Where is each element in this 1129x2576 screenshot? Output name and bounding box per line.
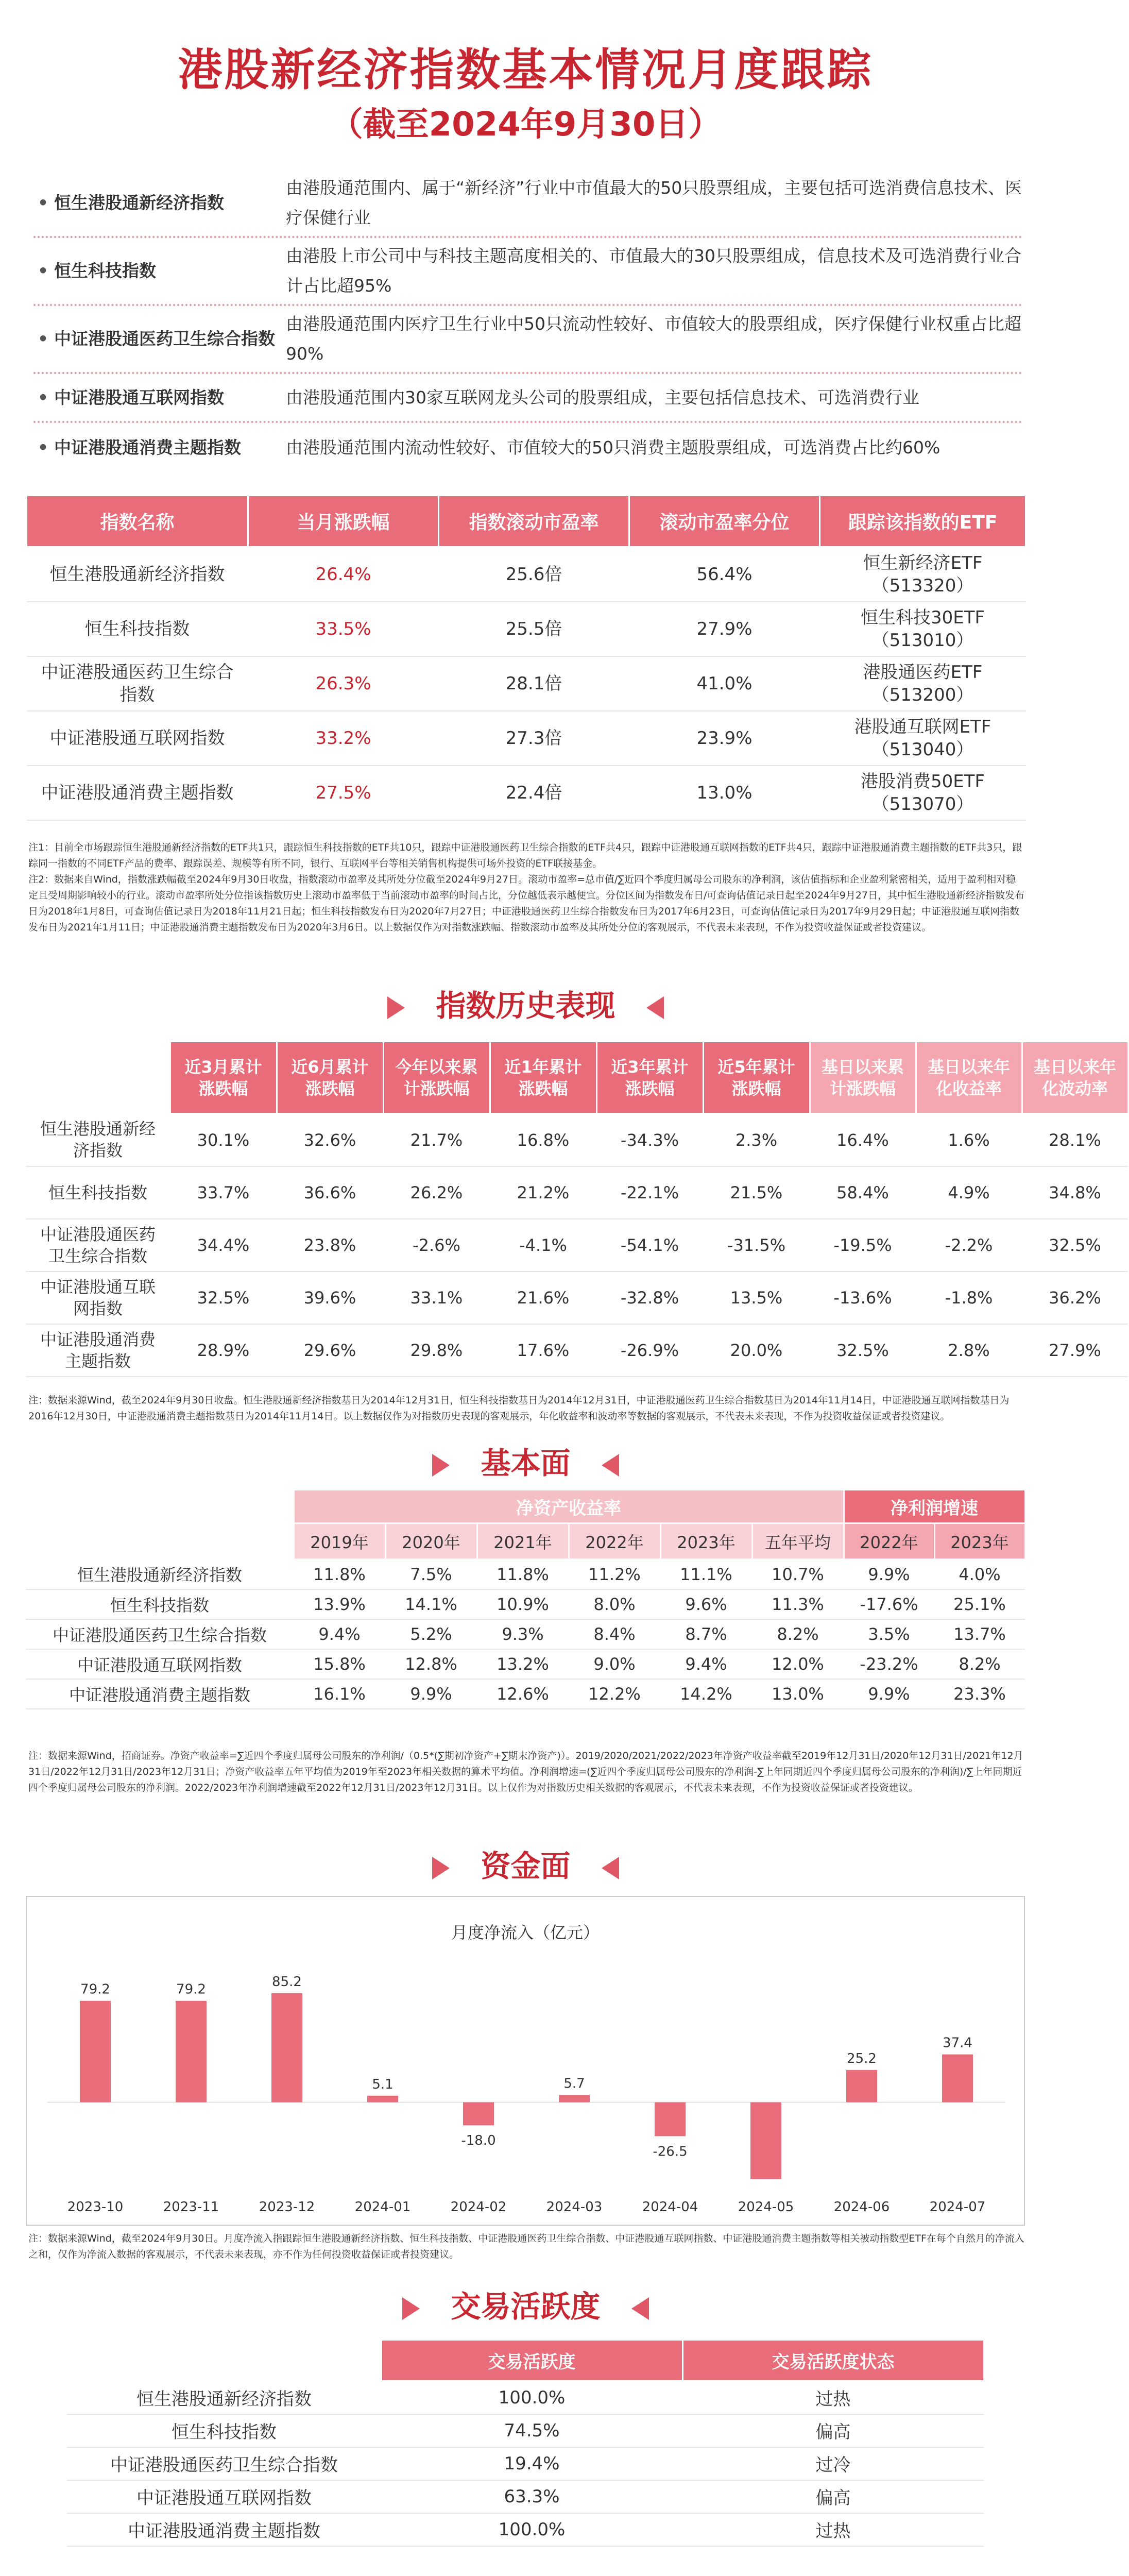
desc-text: 由港股上市公司中与科技主题高度相关的、市值最大的30只股票组成，信息技术及可选消费行业合计占比超95%: [286, 246, 1021, 296]
table-cell: 中证港股通互联网指数: [26, 1272, 170, 1324]
table-cell: 恒生港股通新经济指数: [26, 1114, 170, 1166]
table-cell: 偏高: [682, 2414, 984, 2447]
column-header: 2023年: [660, 1523, 752, 1560]
table-cell: 36.2%: [1022, 1272, 1128, 1324]
table-row: [26, 1114, 1128, 1166]
table-cell: 8.2%: [934, 1649, 1025, 1679]
column-header: 当月涨跌幅: [248, 496, 439, 547]
x-tick-label: 2024-06: [833, 2199, 890, 2215]
table-cell: 26.4%: [248, 547, 439, 602]
table-cell: 28.9%: [170, 1324, 277, 1377]
desc-row: [33, 306, 1022, 374]
table-row: [26, 1166, 1128, 1219]
table-cell: 27.9%: [1022, 1324, 1128, 1377]
column-header: 基日以来年化波动率: [1022, 1042, 1128, 1114]
table-row: [26, 1272, 1128, 1324]
x-tick-label: 2024-01: [354, 2199, 411, 2215]
triangle-right-icon: [432, 1454, 450, 1477]
column-header: 基日以来年化收益率: [916, 1042, 1022, 1114]
table-cell: 中证港股通互联网指数: [27, 711, 248, 766]
table-cell: 63.3%: [381, 2480, 682, 2513]
table-cell: 中证港股通消费主题指数: [26, 1679, 294, 1709]
table-cell: 12.0%: [752, 1649, 844, 1679]
table-cell: 过热: [682, 2513, 984, 2546]
table-cell: 23.3%: [934, 1679, 1025, 1709]
table-cell: -19.5%: [810, 1219, 916, 1272]
table-cell: 中证港股通互联网指数: [26, 1649, 294, 1679]
page-title: 港股新经济指数基本情况月度跟踪: [178, 44, 874, 96]
table-cell: 12.2%: [569, 1679, 660, 1709]
section-label: 基本面: [481, 1446, 571, 1481]
column-header: 2020年: [385, 1523, 477, 1560]
table-cell: -2.6%: [383, 1219, 490, 1272]
desc-name: • 恒生科技指数: [33, 259, 276, 283]
triangle-left-icon: [631, 2297, 649, 2320]
desc-text: 由港股通范围内医疗卫生行业中50只流动性较好、市值较大的股票组成，医疗保健行业权重占比超90%: [286, 314, 1021, 364]
table-cell: 11.1%: [660, 1560, 752, 1589]
table-cell: 中证港股通消费主题指数: [67, 2513, 381, 2546]
valuation-table: [26, 495, 1027, 821]
table-cell: 14.2%: [660, 1679, 752, 1709]
x-tick-label: 2023-10: [67, 2199, 124, 2215]
table-cell: 25.5倍: [439, 602, 629, 656]
chart-title: 月度净流入（亿元）: [451, 1923, 600, 1942]
table-row: [27, 656, 1026, 711]
data-label: 79.2: [176, 1981, 206, 1997]
table-cell: 中证港股通消费主题指数: [27, 766, 248, 820]
x-tick-label: 2023-12: [259, 2199, 315, 2215]
table-cell: 8.4%: [569, 1619, 660, 1649]
column-header: 近1年累计涨跌幅: [490, 1042, 596, 1114]
table-cell: 中证港股通医药卫生综合指数: [27, 656, 248, 711]
note-history: 注：数据来源Wind，截至2024年9月30日收盘。恒生港股通新经济指数基日为2014年12月31日，恒生科技指数基日为2014年12月31日，中证港股通医药卫生综合指数基日为2014年11月14日，中证港股通互联网指数基日为2016年12月30日，中证港股通消费主题指数基日为2014年11月14日。以上数据仅作为对指数历史表现的客观展示，年化收益率和波动率等数据的客观展示，不代表未来表现，不作为投资收益保证或者投资建议。: [28, 1395, 1010, 1422]
table-cell: 58.4%: [810, 1166, 916, 1219]
x-tick-label: 2024-05: [738, 2199, 794, 2215]
table-cell: 28.1倍: [439, 656, 629, 711]
table-cell: 26.2%: [383, 1166, 490, 1219]
empty-header: [26, 1490, 294, 1523]
table-cell: 11.2%: [569, 1560, 660, 1589]
table-cell: 32.6%: [277, 1114, 383, 1166]
column-header: 近3年累计涨跌幅: [596, 1042, 703, 1114]
table-cell: 13.0%: [629, 766, 820, 820]
table-cell: 恒生科技指数: [26, 1589, 294, 1619]
table-cell: 21.7%: [383, 1114, 490, 1166]
capital-chart-frame: [26, 1896, 1025, 2226]
table-cell: 32.5%: [1022, 1219, 1128, 1272]
bar: [176, 2001, 207, 2103]
table-cell: -2.2%: [916, 1219, 1022, 1272]
desc-name: • 中证港股通医药卫生综合指数: [33, 327, 276, 351]
table-cell: 33.7%: [170, 1166, 277, 1219]
desc-text: 由港股通范围内30家互联网龙头公司的股票组成，主要包括信息技术、可选消费行业: [286, 387, 919, 408]
table-cell: 8.0%: [569, 1589, 660, 1619]
section-label: 交易活跃度: [451, 2289, 601, 2324]
table-cell: 74.5%: [381, 2414, 682, 2447]
note-valuation: 注1：目前全市场跟踪恒生港股通新经济指数的ETF共1只，跟踪恒生科技指数的ETF共10只，跟踪中证港股通医药卫生综合指数的ETF共4只，跟踪中证港股通互联网指数的ETF共4只，跟踪中证港股通消费主题指数的ETF共3只，跟踪同一指数的不同ETF产品的费率、跟踪误差、规模等有所不同，银行、互联网平台等相关销售机构提供可场外投资的ETF联接基金。 注2：数据来自Wind，指数涨跌幅截至2024年9月30日收盘，指数滚动市盈率及其所处分位截至2024年9月27日。滚动市盈率=总市值/∑近四个季度归属母公司股东的净利润，该估值指标和企业盈利紧密相关，适用于盈利相对稳定且受周期影响较小的行业。滚动市盈率所处分位指该指数历史上滚动市盈率低于当前滚动市盈率的时间占比，分位越低表示越便宜。分位区间为指数发布日/可查询估值记录日起至2024年9月27日，其中恒生港股通新经济指数发布日为2018年1月8日，可查询估值记录日为2018年11月21日起；恒生科技指数发布日为2020年7月27日；中证港股通医药卫生综合指数发布日为2017年6月23日，可查询估值记录日为2017年9月29日起；中证港股通互联网指数发布日为2021年1月11日；中证港股通消费主题指数发布日为2020年3月6日。以上数据仅作为对指数涨跌幅、指数滚动市盈率及其所处分位的客观展示，不代表未来表现，不作为投资收益保证或者投资建议。: [28, 842, 1025, 933]
table-cell: 27.3倍: [439, 711, 629, 766]
data-label: 85.2: [272, 1974, 302, 1990]
table-cell: -31.5%: [703, 1219, 810, 1272]
table-row: [27, 602, 1026, 656]
table-cell: -32.8%: [596, 1272, 703, 1324]
table-cell: 16.1%: [294, 1679, 385, 1709]
data-label: 37.4: [943, 2035, 972, 2051]
section-title-activity: [0, 2282, 1051, 2326]
page-subtitle: （截至2024年9月30日）: [330, 106, 722, 144]
table-cell: 15.8%: [294, 1649, 385, 1679]
table-row: [27, 547, 1026, 602]
table-cell: -22.1%: [596, 1166, 703, 1219]
triangle-left-icon: [602, 1857, 619, 1879]
bar: [750, 2102, 781, 2179]
table-cell: 9.4%: [660, 1649, 752, 1679]
column-header: 基日以来累计涨跌幅: [810, 1042, 916, 1114]
table-cell: 13.9%: [294, 1589, 385, 1619]
table-cell: 25.6倍: [439, 547, 629, 602]
column-header: [26, 1523, 294, 1560]
table-cell: 中证港股通医药卫生综合指数: [26, 1619, 294, 1649]
table-cell: 11.3%: [752, 1589, 844, 1619]
table-cell: -34.3%: [596, 1114, 703, 1166]
table-cell: 21.6%: [490, 1272, 596, 1324]
table-cell: 12.6%: [477, 1679, 569, 1709]
bar: [942, 2055, 973, 2103]
table-row: [26, 1619, 1025, 1649]
table-cell: 28.1%: [1022, 1114, 1128, 1166]
triangle-right-icon: [432, 1857, 450, 1879]
table-cell: 100.0%: [381, 2381, 682, 2414]
table-cell: 33.5%: [248, 602, 439, 656]
monthly-inflow-chart: [27, 1897, 1024, 2225]
table-cell: 恒生科技指数: [67, 2414, 381, 2447]
table-cell: 恒生新经济ETF （513320）: [820, 547, 1026, 602]
table-cell: 27.9%: [629, 602, 820, 656]
bar: [846, 2070, 877, 2103]
table-cell: 13.7%: [934, 1619, 1025, 1649]
column-header: 指数滚动市盈率: [439, 496, 629, 547]
table-row: [26, 1649, 1025, 1679]
bar: [367, 2096, 398, 2103]
column-header: 五年平均: [752, 1523, 844, 1560]
bar: [463, 2102, 494, 2125]
table-row: [26, 1324, 1128, 1377]
desc-row: [33, 170, 1022, 238]
column-header: 2019年: [294, 1523, 385, 1560]
table-cell: 港股消费50ETF （513070）: [820, 766, 1026, 820]
table-cell: 13.0%: [752, 1679, 844, 1709]
triangle-left-icon: [602, 1454, 619, 1477]
bar: [271, 1993, 302, 2103]
column-header: 今年以来累计涨跌幅: [383, 1042, 490, 1114]
table-cell: 22.4倍: [439, 766, 629, 820]
table-cell: 3.5%: [844, 1619, 934, 1649]
table-row: [67, 2513, 984, 2546]
activity-table: [67, 2339, 985, 2547]
index-descriptions: [33, 170, 1022, 472]
table-cell: 12.8%: [385, 1649, 477, 1679]
table-cell: 32.5%: [170, 1272, 277, 1324]
desc-name: • 恒生港股通新经济指数: [33, 191, 276, 215]
group-header-roe: 净资产收益率: [294, 1490, 844, 1523]
data-label: 5.7: [563, 2076, 585, 2092]
table-cell: 100.0%: [381, 2513, 682, 2546]
table-cell: 27.5%: [248, 766, 439, 820]
x-tick-label: 2024-07: [929, 2199, 986, 2215]
table-cell: 8.2%: [752, 1619, 844, 1649]
column-header: 交易活跃度状态: [682, 2340, 984, 2381]
column-header: 2023年: [934, 1523, 1025, 1560]
column-header: 2022年: [844, 1523, 934, 1560]
table-row: [67, 2480, 984, 2513]
table-cell: 16.8%: [490, 1114, 596, 1166]
table-cell: 过热: [682, 2381, 984, 2414]
desc-row: [33, 374, 1022, 423]
note-capital: 注：数据来源Wind，截至2024年9月30日。月度净流入指跟踪恒生港股通新经济指数、恒生科技指数、中证港股通医药卫生综合指数、中证港股通互联网指数、中证港股通消费主题指数等相关被动指数型ETF在每个自然月的净流入之和，仅作为净流入数据的客观展示，不代表未来表现，亦不作为任何投资收益保证或者投资建议。: [28, 2233, 1024, 2260]
table-cell: 9.9%: [844, 1679, 934, 1709]
table-cell: 2.8%: [916, 1324, 1022, 1377]
table-cell: 恒生科技指数: [26, 1166, 170, 1219]
table-cell: 9.9%: [844, 1560, 934, 1589]
table-row: [26, 1589, 1025, 1619]
column-header: 交易活跃度: [381, 2340, 682, 2381]
desc-name: • 中证港股通互联网指数: [33, 386, 276, 410]
table-cell: 32.5%: [810, 1324, 916, 1377]
table-cell: -17.6%: [844, 1589, 934, 1619]
table-cell: 1.6%: [916, 1114, 1022, 1166]
table-cell: 29.6%: [277, 1324, 383, 1377]
triangle-right-icon: [402, 2297, 420, 2320]
table-cell: 26.3%: [248, 656, 439, 711]
data-label: 79.2: [80, 1981, 110, 1997]
table-row: [67, 2414, 984, 2447]
group-header-profit: 净利润增速: [844, 1490, 1025, 1523]
table-cell: 29.8%: [383, 1324, 490, 1377]
table-cell: 13.5%: [703, 1272, 810, 1324]
table-row: [26, 1560, 1025, 1589]
table-cell: 21.2%: [490, 1166, 596, 1219]
column-header: [26, 1042, 170, 1114]
data-label: -18.0: [461, 2133, 496, 2149]
table-cell: 10.7%: [752, 1560, 844, 1589]
column-header: [67, 2340, 381, 2381]
column-header: 滚动市盈率分位: [629, 496, 820, 547]
table-cell: 36.6%: [277, 1166, 383, 1219]
data-label: 25.2: [847, 2050, 877, 2066]
data-label: 5.1: [372, 2076, 394, 2092]
column-header: 跟踪该指数的ETF: [820, 496, 1026, 547]
table-cell: -13.6%: [810, 1272, 916, 1324]
table-cell: 14.1%: [385, 1589, 477, 1619]
table-row: [26, 1219, 1128, 1272]
bar: [80, 2001, 111, 2103]
table-cell: 9.0%: [569, 1649, 660, 1679]
note-fundamental: 注：数据来源Wind，招商证券。净资产收益率=∑近四个季度归属母公司股东的净利润/（0.5*(∑期初净资产+∑期末净资产)）。2019/2020/2021/2022/2023年净资产收益率截至2019年12月31日/2020年12月31日/2021年12月31日/2022年12月31日/2023年12月31日；净资产收益率五年平均值为2019年至2023年相关数据的算术平均值。净利润增速=(∑近四个季度归属母公司股东的净利润-∑上年同期近四个季度归属母公司股东的净利润)/∑上年同期近四个季度归属母公司股东的净利润。2022/2023年净利润增速截至2022年12月31日/2023年12月31日。以上仅作为对指数历史相关数据的客观展示，不代表未来表现，不作为投资收益保证或者投资建议。: [28, 1750, 1023, 1793]
table-cell: 恒生港股通新经济指数: [67, 2381, 381, 2414]
table-cell: 4.9%: [916, 1166, 1022, 1219]
table-cell: -1.8%: [916, 1272, 1022, 1324]
table-cell: 偏高: [682, 2480, 984, 2513]
table-cell: 9.6%: [660, 1589, 752, 1619]
bar: [655, 2102, 686, 2136]
table-cell: 中证港股通医药卫生综合指数: [26, 1219, 170, 1272]
table-cell: 中证港股通医药卫生综合指数: [67, 2447, 381, 2480]
section-title-capital: [0, 1842, 1051, 1885]
section-label: 指数历史表现: [436, 988, 615, 1023]
table-cell: 恒生港股通新经济指数: [26, 1560, 294, 1589]
fundamental-table: [26, 1489, 1026, 1709]
x-tick-label: 2024-02: [450, 2199, 507, 2215]
desc-name: • 中证港股通消费主题指数: [33, 436, 276, 460]
table-cell: 4.0%: [934, 1560, 1025, 1589]
table-cell: 34.8%: [1022, 1166, 1128, 1219]
table-cell: 9.3%: [477, 1619, 569, 1649]
table-cell: 30.1%: [170, 1114, 277, 1166]
table-cell: 8.7%: [660, 1619, 752, 1649]
desc-row: [33, 238, 1022, 306]
table-cell: 11.8%: [477, 1560, 569, 1589]
table-cell: 5.2%: [385, 1619, 477, 1649]
desc-text: 由港股通范围内流动性较好、市值较大的50只消费主题股票组成，可选消费占比约60%: [286, 437, 940, 457]
table-cell: 39.6%: [277, 1272, 383, 1324]
table-cell: 过冷: [682, 2447, 984, 2480]
column-header: 2022年: [569, 1523, 660, 1560]
table-cell: 41.0%: [629, 656, 820, 711]
table-cell: 13.2%: [477, 1649, 569, 1679]
table-cell: 19.4%: [381, 2447, 682, 2480]
table-cell: -4.1%: [490, 1219, 596, 1272]
table-cell: 9.4%: [294, 1619, 385, 1649]
table-row: [67, 2381, 984, 2414]
table-cell: 11.8%: [294, 1560, 385, 1589]
section-title-fundamental: [0, 1439, 1051, 1482]
column-header: 近3月累计涨跌幅: [170, 1042, 277, 1114]
table-cell: -23.2%: [844, 1649, 934, 1679]
triangle-right-icon: [387, 996, 405, 1019]
desc-row: [33, 423, 1022, 472]
table-cell: 17.6%: [490, 1324, 596, 1377]
table-cell: 恒生科技指数: [27, 602, 248, 656]
table-cell: 16.4%: [810, 1114, 916, 1166]
table-cell: 港股通医药ETF （513200）: [820, 656, 1026, 711]
table-cell: 7.5%: [385, 1560, 477, 1589]
table-cell: 33.1%: [383, 1272, 490, 1324]
data-label: -26.5: [653, 2144, 688, 2160]
table-cell: 恒生科技30ETF （513010）: [820, 602, 1026, 656]
table-row: [27, 711, 1026, 766]
table-cell: 中证港股通互联网指数: [67, 2480, 381, 2513]
table-row: [26, 1679, 1025, 1709]
table-cell: -54.1%: [596, 1219, 703, 1272]
x-tick-label: 2024-04: [642, 2199, 698, 2215]
bar: [559, 2095, 590, 2102]
table-cell: 20.0%: [703, 1324, 810, 1377]
triangle-left-icon: [646, 996, 664, 1019]
history-table: [26, 1041, 1129, 1377]
column-header: 近6月累计涨跌幅: [277, 1042, 383, 1114]
table-cell: 港股通互联网ETF （513040）: [820, 711, 1026, 766]
table-cell: 9.9%: [385, 1679, 477, 1709]
x-tick-label: 2023-11: [163, 2199, 219, 2215]
table-cell: 25.1%: [934, 1589, 1025, 1619]
table-cell: 10.9%: [477, 1589, 569, 1619]
table-cell: 23.9%: [629, 711, 820, 766]
section-label: 资金面: [481, 1849, 571, 1884]
desc-text: 由港股通范围内、属于“新经济”行业中市值最大的50只股票组成，主要包括可选消费信息技术、医疗保健行业: [286, 178, 1022, 228]
table-cell: 2.3%: [703, 1114, 810, 1166]
section-title-history: [0, 981, 1051, 1025]
table-row: [27, 766, 1026, 820]
table-row: [67, 2447, 984, 2480]
column-header: 2021年: [477, 1523, 569, 1560]
table-cell: 34.4%: [170, 1219, 277, 1272]
column-header: 近5年累计涨跌幅: [703, 1042, 810, 1114]
table-cell: 23.8%: [277, 1219, 383, 1272]
table-cell: 21.5%: [703, 1166, 810, 1219]
table-cell: -26.9%: [596, 1324, 703, 1377]
table-cell: 恒生港股通新经济指数: [27, 547, 248, 602]
table-cell: 33.2%: [248, 711, 439, 766]
table-cell: 56.4%: [629, 547, 820, 602]
table-cell: 中证港股通消费主题指数: [26, 1324, 170, 1377]
x-tick-label: 2024-03: [546, 2199, 603, 2215]
column-header: 指数名称: [27, 496, 248, 547]
